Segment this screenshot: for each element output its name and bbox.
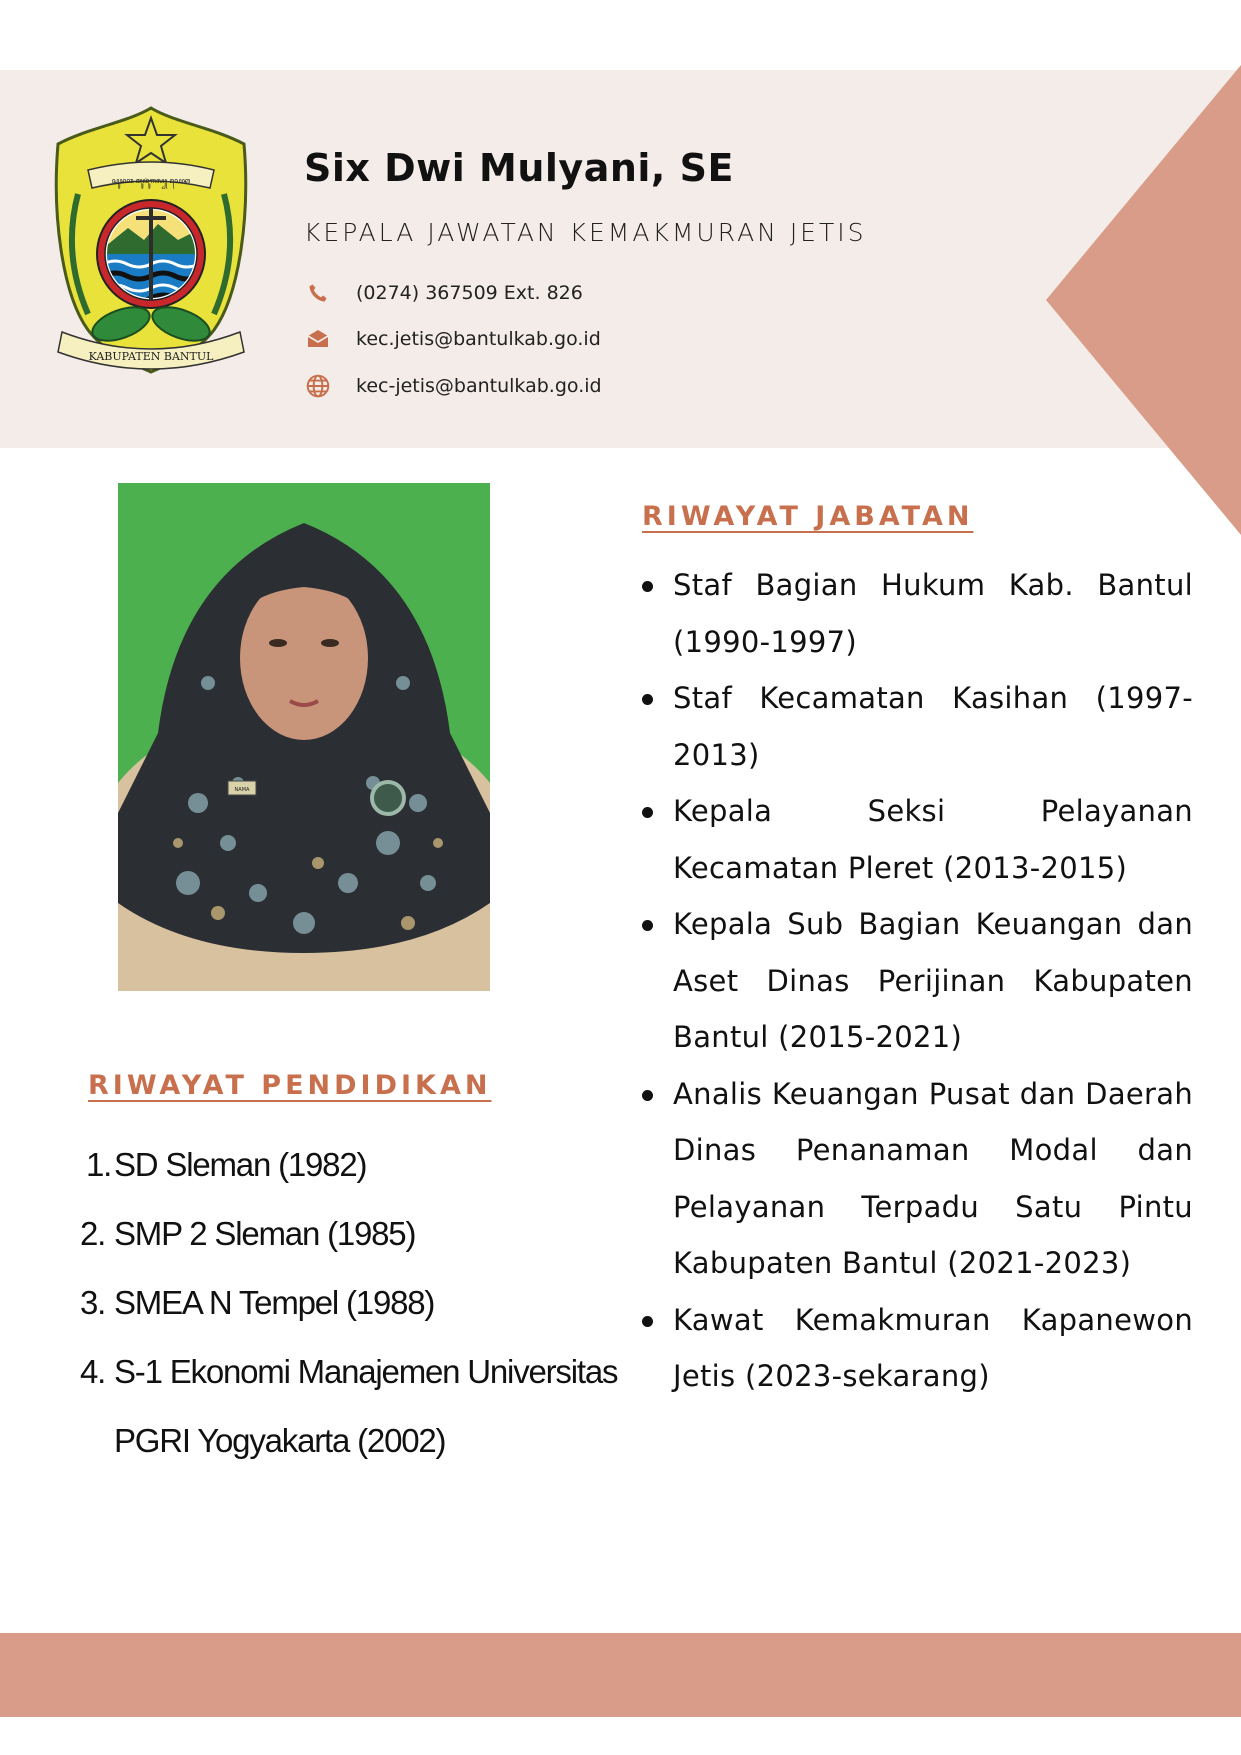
position-text: Kawat Kemakmuran Kapanewon Jetis (2023-sekarang) <box>673 1302 1193 1393</box>
position-text: Analis Keuangan Pusat dan Daerah Dinas Penanaman Modal dan Pelayanan Terpadu Satu Pintu Kabupaten Bantul (2021-2023) <box>673 1076 1193 1280</box>
bullet-icon <box>642 1090 653 1101</box>
logo-bottom-text: KABUPATEN BANTUL <box>88 350 214 363</box>
education-item <box>80 1199 640 1268</box>
contact-email <box>304 324 601 354</box>
position-text: Kepala Seksi Pelayanan Kecamatan Pleret (2013-2015) <box>673 794 1193 885</box>
bullet-icon <box>642 581 653 592</box>
position-text: Staf Bagian Hukum Kab. Bantul (1990-1997) <box>673 568 1193 659</box>
position-item <box>640 1066 1193 1292</box>
phone-icon <box>304 279 332 307</box>
education-item <box>80 1268 640 1337</box>
phone-text[interactable]: (0274) 367509 Ext. 826 <box>356 282 583 304</box>
education-item-text: SMP 2 Sleman (1985) <box>114 1215 416 1252</box>
education-item-number: 2. <box>80 1215 106 1252</box>
person-name: Six Dwi Mulyani, SE <box>304 146 734 190</box>
position-item <box>640 1292 1193 1405</box>
logo-top-text: ꦱꦸꦤꦕ ꦩꦸꦤꦸꦁꦒꦭ꧀ ꦱꦺꦏ <box>111 177 191 185</box>
position-text: Staf Kecamatan Kasihan (1997-2013) <box>673 681 1193 772</box>
email-text[interactable]: kec.jetis@bantulkab.go.id <box>356 328 601 350</box>
education-item-text: S-1 Ekonomi Manajemen Universitas PGRI Yogyakarta (2002) <box>114 1353 618 1459</box>
education-item <box>80 1130 640 1199</box>
education-item-number: 1. <box>86 1146 112 1183</box>
position-item <box>640 896 1193 1066</box>
bullet-icon <box>642 694 653 705</box>
mail-icon <box>304 325 332 353</box>
bullet-icon <box>642 807 653 818</box>
footer-band <box>0 1633 1241 1717</box>
education-list <box>80 1130 640 1475</box>
position-item <box>640 557 1193 670</box>
positions-title: RIWAYAT JABATAN <box>642 501 974 532</box>
education-item-number: 4. <box>80 1353 106 1390</box>
position-item <box>640 783 1193 896</box>
web-text[interactable]: kec-jetis@bantulkab.go.id <box>356 375 602 397</box>
contact-phone <box>304 278 583 308</box>
education-item-text: SMEA N Tempel (1988) <box>114 1284 435 1321</box>
position-item <box>640 670 1193 783</box>
person-role: KEPALA JAWATAN KEMAKMURAN JETIS <box>304 218 867 247</box>
kabupaten-bantul-logo <box>48 104 254 376</box>
photo-badge-text: NAMA <box>234 787 250 793</box>
education-item <box>80 1337 640 1475</box>
positions-list <box>640 557 1193 1405</box>
globe-icon <box>304 372 332 400</box>
contact-web <box>304 371 602 401</box>
education-item-number: 3. <box>80 1284 106 1321</box>
education-title: RIWAYAT PENDIDIKAN <box>88 1070 492 1101</box>
bullet-icon <box>642 920 653 931</box>
education-item-text: SD Sleman (1982) <box>114 1146 367 1183</box>
bullet-icon <box>642 1316 653 1327</box>
profile-photo <box>118 483 490 991</box>
position-text: Kepala Sub Bagian Keuangan dan Aset Dinas Perijinan Kabupaten Bantul (2015-2021) <box>673 907 1193 1054</box>
